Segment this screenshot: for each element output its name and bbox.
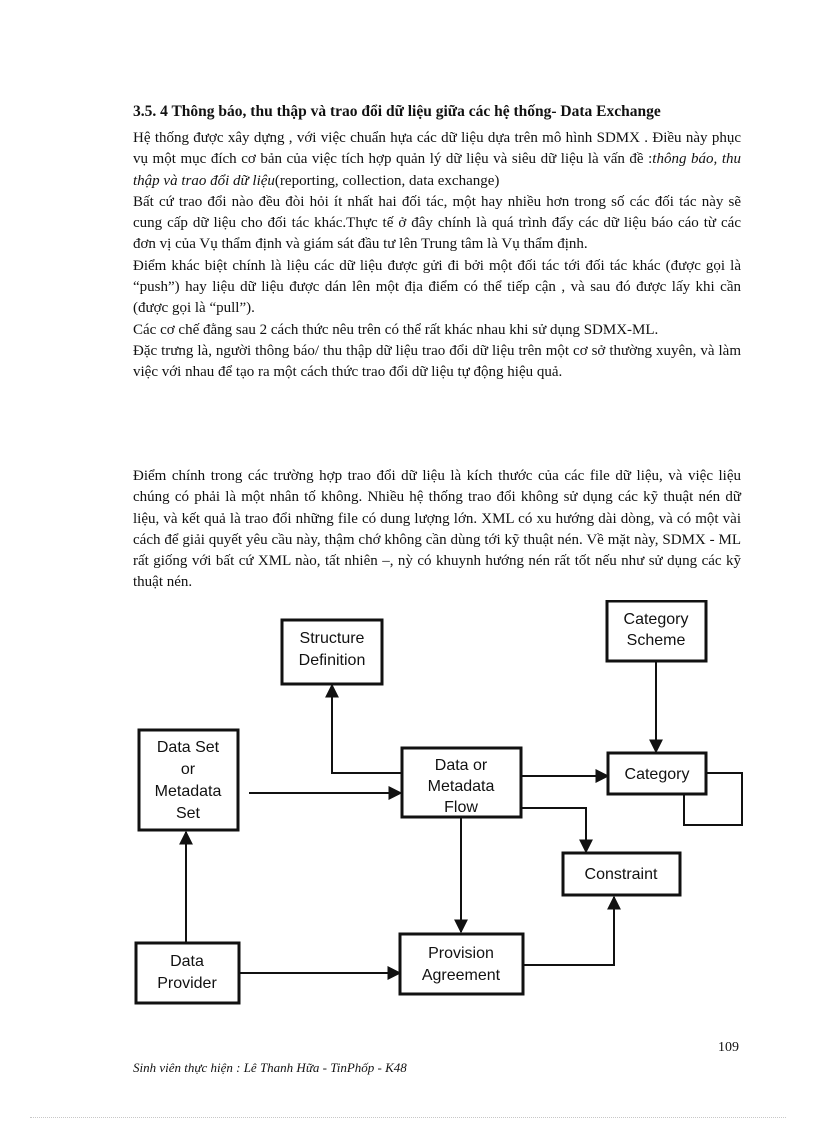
section-heading: 3.5. 4 Thông báo, thu thập và trao đổi dữ liệu giữa các hệ thống- Data Exchange <box>133 103 661 120</box>
box-provision-agreement <box>400 934 523 994</box>
arrow-flow-to-constraint <box>521 808 586 852</box>
paragraph-intro-tail: (reporting, collection, data exchange) <box>274 172 500 189</box>
paragraph-exchange-partners: Bất cứ trao đổi nào đều đòi hỏi ít nhất hai đối tác, một hay nhiều hơn trong số các đối tác này sẽ cung cấp dữ liệu cho đối tác khác.Thực tế ở đây chính là quá trình đẩy các dữ liệu báo cáo từ các đơn vị của Vụ thẩm định và giám sát đầu tư lên Trung tâm là Vụ thẩm định. <box>133 193 741 253</box>
label-constraint: Constraint <box>584 866 658 883</box>
footer-author: Sinh viên thực hiện : Lê Thanh Hữa - TinPhốp - K48 <box>133 1060 407 1075</box>
label-dataset-4: Set <box>175 805 201 822</box>
label-provision-1: Provision <box>428 945 494 962</box>
paragraph-intro-italic: thông báo, thu thập và trao đổi dữ liệu <box>133 151 741 189</box>
data-exchange-diagram <box>0 600 816 1020</box>
label-provider-1: Data <box>170 953 204 970</box>
label-flow-3: Flow <box>444 799 478 816</box>
paragraph-automation: Đặc trưng là, người thông báo/ thu thập dữ liệu trao đổi dữ liệu trên một cơ sở thường xuyên, và làm việc với nhau để tạo ra một cách thức trao đổi dữ liệu tự động hiệu quả. <box>133 342 741 381</box>
paragraph-intro-text: Hệ thống được xây dựng , với việc chuẩn hựa các dữ liệu dựa trên mô hình SDMX . Điều này phục vụ một mục đích cơ bản của việc tích hợp quản lý dữ liệu và siêu dữ liệu là vấn đề : <box>133 130 741 168</box>
arrow-provision-to-constraint <box>523 897 614 965</box>
page-bottom-divider <box>30 1117 786 1118</box>
body-text-block-2 <box>133 466 741 594</box>
box-category-scheme <box>607 601 706 661</box>
label-structure: Structure <box>299 630 365 647</box>
label-flow-1: Data or <box>434 757 488 774</box>
label-provision-2: Agreement <box>421 967 501 984</box>
label-category: Category <box>624 766 690 783</box>
label-dataset-3: Metadata <box>154 783 222 800</box>
arrow-flow-to-structure <box>332 685 403 773</box>
label-category-scheme-1: Category <box>623 611 689 628</box>
label-definition: Definition <box>298 652 366 669</box>
page-number: 109 <box>718 1040 739 1055</box>
label-dataset-1: Data Set <box>156 739 220 756</box>
paragraph-push-pull: Điểm khác biệt chính là liệu các dữ liệu được gửi đi bởi một đối tác tới đối tác khác (được gọi là “push”) hay liệu dữ liệu được dán lên một địa điểm có thể tiếp cận , và sau đó được lấy khi cần (được gọi là “pull”). <box>133 257 741 317</box>
body-text-block-1 <box>133 128 741 384</box>
box-data-provider <box>136 943 239 1003</box>
label-provider-2: Provider <box>157 975 217 992</box>
label-dataset-2: or <box>180 761 196 778</box>
paragraph-file-size: Điểm chính trong các trường hợp trao đổi dữ liệu là kích thước của các file dữ liệu, và việc liệu chúng có phải là một nhân tố không. Nhiều hệ thống trao đổi không sử dụng các kỹ thuật nén dữ liệu, và kết quả là trao đổi những file có dung lượng lớn. XML có xu hướng dài dòng, và có một vài cách để giải quyết yêu cầu này, thậm chớ không cần dùng tới kỹ thuật nén. Về mặt này, SDMX - ML rất giống với bất cứ XML nào, tất nhiên –, nỳ có khuynh hướng nén rất tốt nếu như sử dụng các kỹ thuật nén. <box>133 468 741 591</box>
label-flow-2: Metadata <box>427 778 495 795</box>
paragraph-intro <box>133 128 741 192</box>
label-category-scheme-2: Scheme <box>626 632 686 649</box>
paragraph-mechanisms: Các cơ chế đằng sau 2 cách thức nêu trên có thể rất khác nhau khi sử dụng SDMX-ML. <box>133 321 659 338</box>
